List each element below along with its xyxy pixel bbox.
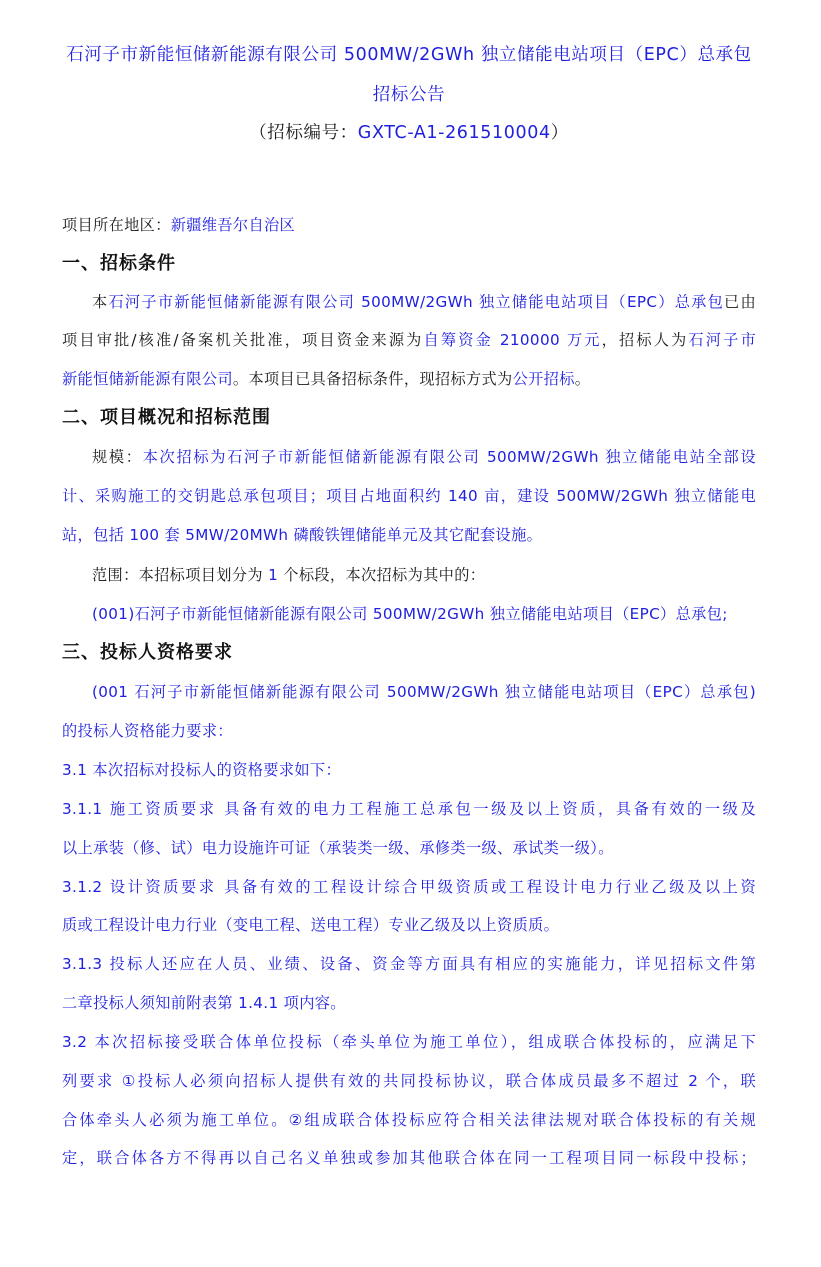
paragraph-line: 定，联合体各方不得再以自己名义单独或参加其他联合体在同一工程项目同一标段中投标；	[62, 1149, 756, 1167]
paragraph-line: 站，包括 100 套 5MW/20MWh 磷酸铁锂储能单元及其它配套设施。	[62, 526, 543, 544]
location-label: 项目所在地区：	[62, 216, 171, 234]
text-run: 范围：本招标项目划分为	[92, 566, 263, 584]
tender-method: 公开招标	[512, 370, 575, 388]
paragraph-line: 二章投标人须知前附表第 1.4.1 项内容。	[62, 994, 346, 1012]
project-location	[62, 215, 756, 235]
paragraph-line	[62, 447, 756, 467]
paragraph-line: 质或工程设计电力行业（变电工程、送电工程）专业乙级及以上资质质。	[62, 916, 560, 934]
paragraph-line: 以上承装（修、试）电力设施许可证（承装类一级、承修类一级、承试类一级）。	[62, 839, 614, 857]
section-heading-project-overview: 二、项目概况和招标范围	[62, 407, 271, 428]
document-title-line1: 石河子市新能恒储新能源有限公司 500MW/2GWh 独立储能电站项目（EPC）总承包	[66, 45, 752, 65]
lot-item: (001)石河子市新能恒储新能源有限公司 500MW/2GWh 独立储能电站项目（EPC）总承包;	[92, 605, 728, 623]
section-heading-bidder-qualifications: 三、投标人资格要求	[62, 642, 233, 663]
paragraph-line: 列要求 ①投标人必须向招标人提供有效的共同投标协议，联合体成员最多不超过 2 个，联	[62, 1072, 756, 1090]
paragraph-line	[62, 292, 756, 312]
scale-text: 本次招标为石河子市新能恒储新能源有限公司 500MW/2GWh 独立储能电站全部设	[142, 448, 756, 466]
tender-number-suffix: ）	[550, 123, 569, 143]
funding-source: 自筹资金 210000 万元	[423, 331, 602, 349]
paragraph-line	[62, 565, 756, 585]
tenderer-name: 新能恒储新能源有限公司	[62, 370, 233, 388]
scale-label: 规模：	[92, 448, 143, 466]
text-run: 。	[574, 370, 591, 388]
paragraph-line: 的投标人资格能力要求：	[62, 722, 233, 740]
paragraph-line: 计、采购施工的交钥匙总承包项目；项目占地面积约 140 亩，建设 500MW/2GWh 独立储能电	[62, 487, 756, 505]
paragraph-line: 合体牵头人必须为施工单位。②组成联合体投标应符合相关法律法规对联合体投标的有关规	[62, 1111, 756, 1129]
tender-number-prefix: （招标编号：	[249, 123, 358, 143]
tender-number	[62, 123, 756, 143]
text-run: 。本项目已具备招标条件，现招标方式为	[232, 370, 513, 388]
location-value: 新疆维吾尔自治区	[170, 216, 296, 234]
text-run: 已由	[724, 293, 756, 311]
lot-count: 1	[262, 566, 284, 584]
tenderer-name: 石河子市	[688, 331, 756, 349]
text-run: ，招标人为	[601, 331, 689, 349]
section-heading-tender-conditions: 一、招标条件	[62, 253, 176, 274]
tender-number-value: GXTC-A1-261510004	[357, 123, 551, 143]
paragraph-line	[62, 330, 756, 350]
paragraph-line: 3.1.2 设计资质要求 具备有效的工程设计综合甲级资质或工程设计电力行业乙级及以上资	[62, 878, 756, 896]
project-name-link: 石河子市新能恒储新能源有限公司 500MW/2GWh 独立储能电站项目（EPC）总承包	[108, 293, 725, 311]
text-run: 本	[92, 293, 109, 311]
paragraph-line	[62, 369, 756, 389]
paragraph-line: 3.1 本次招标对投标人的资格要求如下：	[62, 761, 341, 779]
text-run: 项目审批/核准/备案机关批准，项目资金来源为	[62, 331, 424, 349]
paragraph-line: 3.1.3 投标人还应在人员、业绩、设备、资金等方面具有相应的实施能力，详见招标文件第	[62, 955, 756, 973]
text-run: 个标段，本次招标为其中的：	[283, 566, 486, 584]
document-title-line2: 招标公告	[372, 85, 446, 105]
paragraph-line: 3.1.1 施工资质要求 具备有效的电力工程施工总承包一级及以上资质，具备有效的一级及	[62, 800, 756, 818]
paragraph-line: (001 石河子市新能恒储新能源有限公司 500MW/2GWh 独立储能电站项目（EPC）总承包)	[92, 683, 756, 701]
paragraph-line: 3.2 本次招标接受联合体单位投标（牵头单位为施工单位），组成联合体投标的，应满足下	[62, 1033, 756, 1051]
